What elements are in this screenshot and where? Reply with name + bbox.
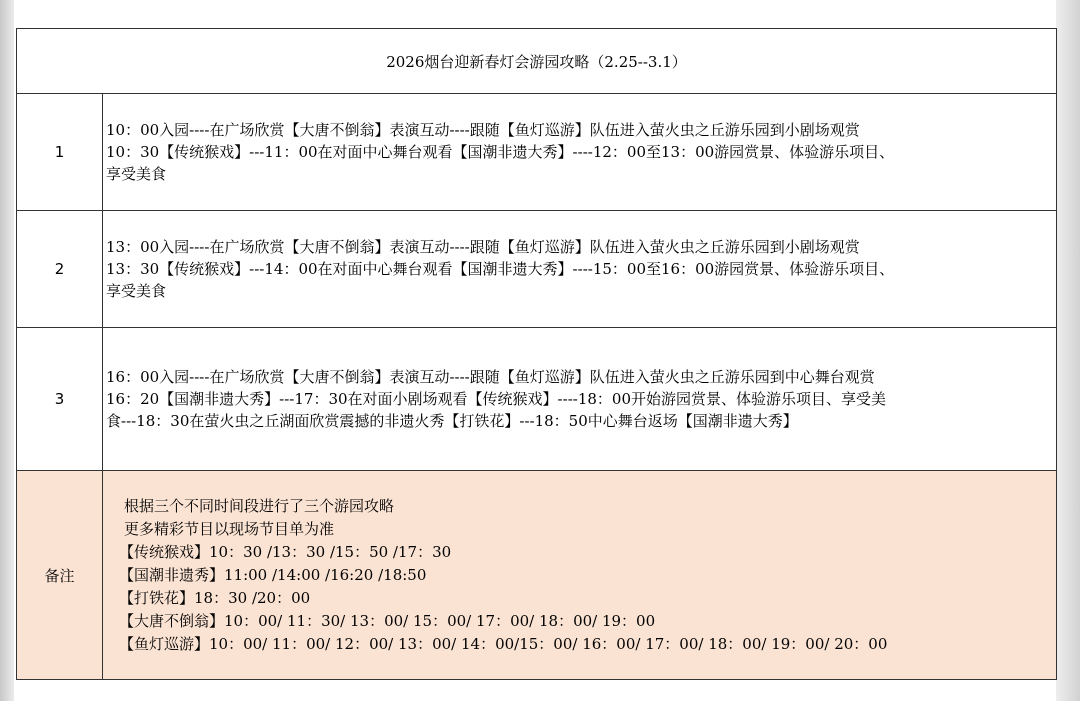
itinerary-line: 食---18：30在萤火虫之丘湖面欣赏震撼的非遗火秀【打铁花】---18：50中心舞台返场【国潮非遗大秀】 [106, 412, 798, 430]
notes-label: 备注 [17, 471, 103, 680]
schedule-line: 【大唐不倒翁】10：00/ 11：30/ 13：00/ 15：00/ 17：00/ 18：00/ 19：00 [119, 611, 656, 630]
note-intro-line: 根据三个不同时间段进行了三个游园攻略 [124, 496, 395, 515]
page-shadow-right [1056, 0, 1080, 701]
row-itinerary [103, 328, 1057, 471]
itinerary-line: 10：30【传统猴戏】---11：00在对面中心舞台观看【国潮非遗大秀】----12：00至13：00游园赏景、体验游乐项目、 [106, 143, 895, 161]
row-number: 2 [17, 211, 103, 328]
table-row [17, 211, 1057, 328]
note-intro-line: 更多精彩节目以现场节目单为准 [124, 519, 335, 538]
row-itinerary [103, 94, 1057, 211]
notes-content [103, 471, 1057, 680]
itinerary-line: 13：00入园----在广场欣赏【大唐不倒翁】表演互动----跟随【鱼灯巡游】队伍进入萤火虫之丘游乐园到小剧场观赏 [106, 238, 860, 256]
itinerary-line: 13：30【传统猴戏】---14：00在对面中心舞台观看【国潮非遗大秀】----15：00至16：00游园赏景、体验游乐项目、 [106, 260, 895, 278]
row-itinerary [103, 211, 1057, 328]
notes-row [17, 471, 1057, 680]
schedule-line: 【传统猴戏】10：30 /13：30 /15：50 /17：30 [119, 542, 452, 561]
itinerary-line: 16：20【国潮非遗大秀】---17：30在对面小剧场观看【传统猴戏】----18：00开始游园赏景、体验游乐项目、享受美 [106, 390, 887, 408]
table-row [17, 94, 1057, 211]
page-shadow-left [0, 0, 14, 701]
row-number: 3 [17, 328, 103, 471]
schedule-line: 【鱼灯巡游】10：00/ 11：00/ 12：00/ 13：00/ 14：00/15：00/ 16：00/ 17：00/ 18：00/ 19：00/ 20：00 [119, 634, 888, 653]
row-number: 1 [17, 94, 103, 211]
schedule-line: 【打铁花】18：30 /20：00 [119, 588, 311, 607]
table-title: 2026烟台迎新春灯会游园攻略（2.25--3.1） [17, 29, 1057, 94]
itinerary-line: 10：00入园----在广场欣赏【大唐不倒翁】表演互动----跟随【鱼灯巡游】队伍进入萤火虫之丘游乐园到小剧场观赏 [106, 121, 860, 139]
table-row [17, 328, 1057, 471]
itinerary-line: 16：00入园----在广场欣赏【大唐不倒翁】表演互动----跟随【鱼灯巡游】队伍进入萤火虫之丘游乐园到中心舞台观赏 [106, 368, 875, 386]
schedule-line: 【国潮非遗秀】11:00 /14:00 /16:20 /18:50 [119, 565, 427, 584]
itinerary-line: 享受美食 [106, 165, 167, 183]
itinerary-line: 享受美食 [106, 282, 167, 300]
guide-table [16, 28, 1057, 680]
title-row [17, 29, 1057, 94]
